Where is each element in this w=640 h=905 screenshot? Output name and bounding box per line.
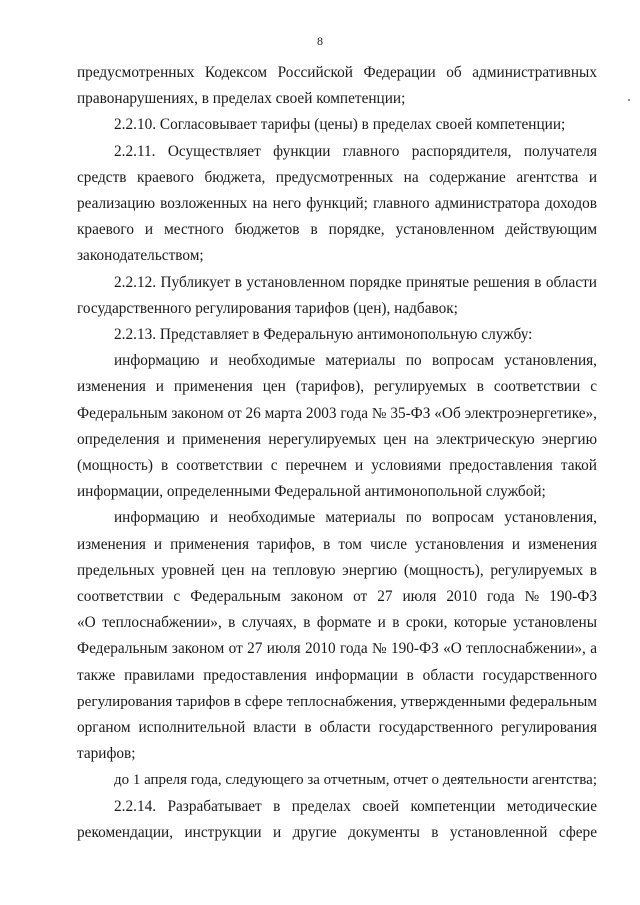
text-line: правонарушениях, в пределах своей компетенции;	[77, 90, 406, 108]
scan-mark	[628, 99, 630, 101]
text-line: законодательством;	[77, 247, 204, 265]
text-line: информацию и необходимые материалы по вопросам установления,	[114, 352, 597, 370]
text-line: до 1 апреля года, следующего за отчетным, отчет о деятельности агентства;	[114, 772, 597, 789]
text-line: (мощность) в соответствии с перечнем и условиями предоставления такой	[77, 457, 597, 475]
text-line: рекомендации, инструкции и другие документы в установленной сфере	[77, 823, 597, 841]
text-line: 2.2.12. Публикует в установленном порядке принятые решения в области	[114, 273, 597, 291]
text-line: средств краевого бюджета, предусмотренных на содержание агентства и	[77, 168, 597, 186]
text-line: 2.2.10. Согласовывает тарифы (цены) в пределах своей компетенции;	[114, 116, 566, 134]
text-line: 2.2.11. Осуществляет функции главного распорядителя, получателя	[114, 142, 597, 160]
text-line: государственного регулирования тарифов (цен), надбавок;	[77, 299, 458, 317]
document-body	[77, 60, 597, 846]
text-line: соответствии с Федеральным законом от 27 июля 2010 года № 190-ФЗ	[77, 588, 597, 606]
text-line: органом исполнительной власти в области государственного регулирования	[77, 719, 597, 737]
text-line: информации, определенными Федеральной антимонопольной службой;	[77, 483, 546, 501]
text-line: Федеральным законом от 27 июля 2010 года № 190-ФЗ «О теплоснабжении», а	[77, 640, 597, 658]
text-line: определения и применения нерегулируемых цен на электрическую энергию	[77, 430, 597, 448]
text-line: изменения и применения цен (тарифов), регулируемых в соответствии с	[77, 378, 597, 396]
text-line: информацию и необходимые материалы по вопросам установления,	[114, 509, 597, 527]
text-line: Федеральным законом от 26 марта 2003 года № 35-ФЗ «Об электроэнергетике»,	[77, 404, 597, 422]
text-line: краевого и местного бюджетов в порядке, установленном действующим	[77, 221, 597, 239]
text-line: регулирования тарифов в сфере теплоснабжения, утвержденными федеральным	[77, 692, 597, 710]
page-number: 8	[317, 34, 323, 48]
text-line: 2.2.14. Разрабатывает в пределах своей компетенции методические	[114, 797, 597, 815]
text-line: также правилами предоставления информации в области государственного	[77, 666, 597, 684]
text-line: реализацию возложенных на него функций; главного администратора доходов	[77, 195, 597, 213]
text-line: предельных уровней цен на тепловую энергию (мощность), регулируемых в	[77, 561, 597, 579]
text-line: «О теплоснабжении», в случаях, в формате и в сроки, которые установлены	[77, 614, 597, 632]
text-line: предусмотренных Кодексом Российской Федерации об административных	[77, 64, 597, 81]
text-line: 2.2.13. Представляет в Федеральную антимонопольную службу:	[114, 326, 533, 344]
text-line: тарифов;	[77, 745, 136, 763]
text-line: изменения и применения тарифов, в том числе установления и изменения	[77, 535, 597, 553]
